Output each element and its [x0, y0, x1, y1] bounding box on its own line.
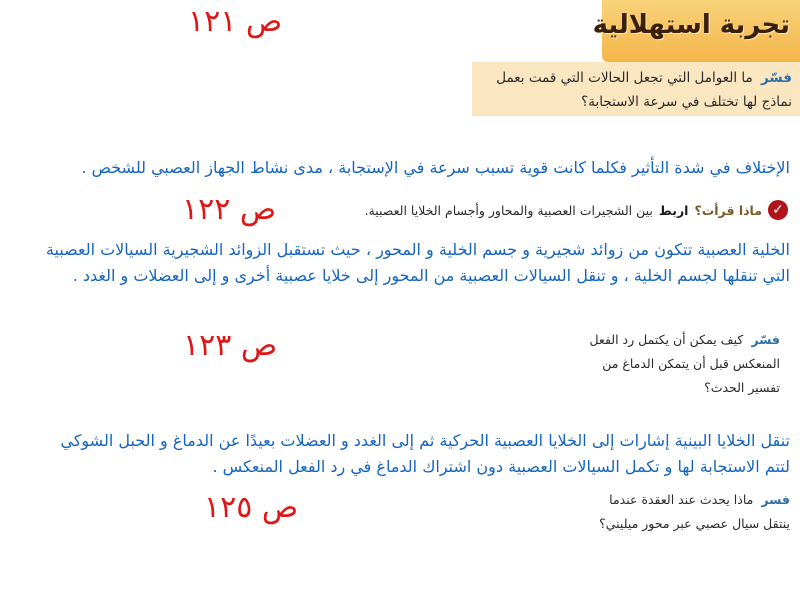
answer-paragraph-3: تنقل الخلايا البينية إشارات إلى الخلايا العصبية الحركية ثم إلى الغدد و العضلات بعيدًا عن الدماغ و الحبل الشوكي لتتم الاستجابة لها و تكمل السيالات العصبية دون اشتراك الدماغ في رد الفعل المنعكس . — [60, 431, 790, 476]
q3-lead: فسر — [761, 492, 790, 507]
question-3 — [582, 488, 790, 536]
reading-check — [365, 200, 788, 220]
lab-question-box — [472, 62, 800, 116]
lab-banner — [592, 0, 800, 62]
question-2 — [580, 328, 780, 400]
answer-paragraph-2: الخلية العصبية تتكون من زوائد شجيرية و جسم الخلية و المحور ، حيث تستقبل الزوائد الشجيرية السيالات العصبية التي تنقلها لجسم الخلية ، و تنقل السيالات العصبية من المحور إلى خلايا عصبية أخرى و إلى العضلات و الغدد . — [45, 240, 790, 285]
q2-lead: فسّر — [751, 332, 780, 347]
page-number-121: ص ١٢١ — [188, 4, 283, 39]
reading-check-link: اربط — [658, 202, 689, 218]
lab-question — [480, 66, 792, 114]
reading-check-text: بين الشجيرات العصبية والمحاور وأجسام الخلايا العصبية. — [364, 202, 653, 218]
q3-text: ماذا يحدث عند العقدة عندما ينتقل سيال عصبي عبر محور ميليني؟ — [599, 492, 790, 531]
reading-check-label: ماذا قرأت؟ — [694, 202, 762, 218]
lab-banner-title: تجربة استهلالية — [592, 10, 790, 40]
checkmark-icon: ✓ — [768, 200, 788, 220]
page-number-123: ص ١٢٣ — [183, 328, 278, 363]
page-number-125: ص ١٢٥ — [204, 490, 299, 525]
answer-paragraph-1: الإختلاف في شدة التأثير فكلما كانت قوية تسبب سرعة في الإستجابة ، مدى نشاط الجهاز العصبي للشخص . — [81, 158, 790, 177]
explain-lead: فسّر — [761, 70, 792, 86]
lab-question-text: ما العوامل التي تجعل الحالات التي قمت بعمل نماذج لها تختلف في سرعة الاستجابة؟ — [496, 70, 792, 110]
page-number-122: ص ١٢٢ — [182, 192, 277, 227]
q2-text: كيف يمكن أن يكتمل رد الفعل المنعكس قبل أن يتمكن الدماغ من تفسير الحدث؟ — [589, 332, 780, 395]
